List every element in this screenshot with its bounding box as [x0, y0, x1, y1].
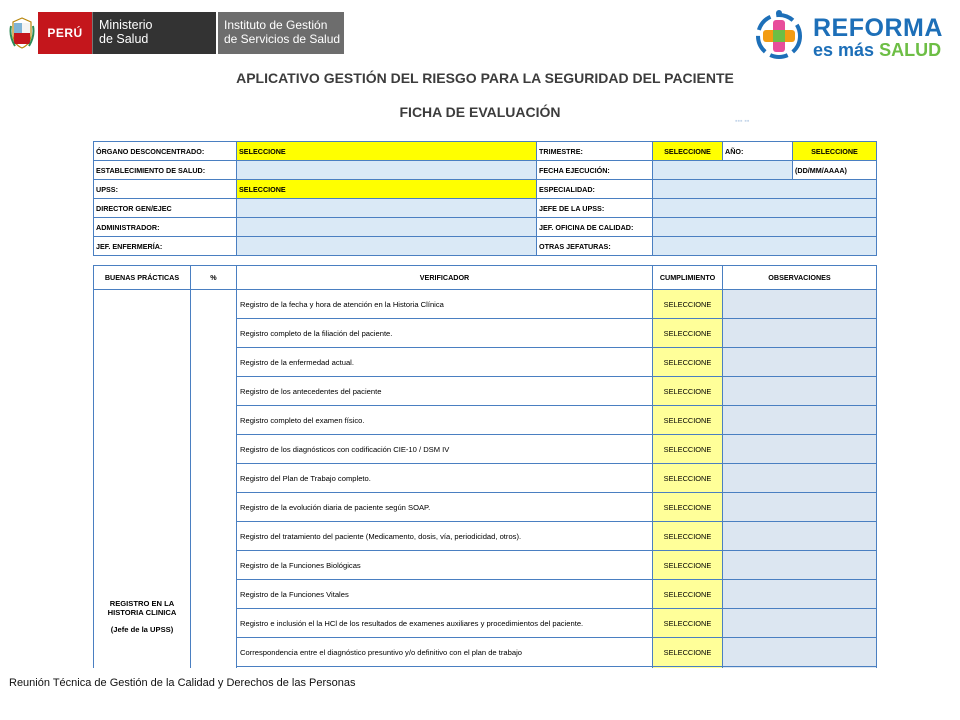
observaciones-field[interactable] [723, 435, 877, 464]
verificador-cell: Registro del tratamiento del paciente (Medicamento, dosis, vía, periodicidad, otros). [237, 522, 653, 551]
ministry-line2: de Salud [99, 32, 149, 46]
verificador-cell: Registro de los diagnósticos con codificación CIE-10 / DSM IV [237, 435, 653, 464]
evaluation-rows [94, 290, 877, 669]
institute-line2: de Servicios de Salud [224, 32, 341, 46]
observaciones-field[interactable] [723, 290, 877, 319]
fecha-format: (DD/MM/AAAA) [793, 161, 877, 180]
observaciones-field[interactable] [723, 406, 877, 435]
fecha-label: FECHA EJECUCIÓN: [537, 161, 653, 180]
ministry-line1: Ministerio [99, 18, 153, 32]
empty-cell [237, 667, 653, 669]
group-label: REGISTRO EN LA HISTORIA CLINICA [107, 599, 177, 617]
observaciones-field[interactable] [723, 580, 877, 609]
cumplimiento-select[interactable]: SELECCIONE [653, 406, 723, 435]
jefe-upss-field[interactable] [653, 199, 877, 218]
verificador-cell: Registro de los antecedentes del paciente [237, 377, 653, 406]
col-practicas: BUENAS PRÁCTICAS [94, 266, 191, 290]
group-cell [94, 290, 191, 669]
observaciones-field[interactable] [723, 319, 877, 348]
page-subtitle: FICHA DE EVALUACIÓN [399, 104, 561, 120]
observaciones-field[interactable] [723, 377, 877, 406]
jefe-calidad-label: JEF. OFICINA DE CALIDAD: [537, 218, 653, 237]
pct-cell [191, 290, 237, 669]
verificador-cell: Correspondencia entre el diagnóstico presuntivo y/o definitivo con el plan de trabajo [237, 638, 653, 667]
institute-line1: Instituto de Gestión [224, 18, 328, 32]
verificador-cell: Registro de la fecha y hora de atención en la Historia Clínica [237, 290, 653, 319]
page-title: APLICATIVO GESTIÓN DEL RIESGO PARA LA SEGURIDAD DEL PACIENTE [236, 70, 734, 86]
administrador-label: ADMINISTRADOR: [94, 218, 237, 237]
enfermeria-field[interactable] [237, 237, 537, 256]
observaciones-field[interactable] [723, 609, 877, 638]
upss-label: UPSS: [94, 180, 237, 199]
verificador-cell: Registro completo de la filiación del paciente. [237, 319, 653, 348]
empty-cell[interactable] [653, 667, 723, 669]
cumplimiento-select[interactable]: SELECCIONE [653, 435, 723, 464]
footer-text: Reunión Técnica de Gestión de la Calidad y Derechos de las Personas [9, 677, 356, 689]
verificador-cell: Registro del Plan de Trabajo completo. [237, 464, 653, 493]
trimestre-select[interactable]: SELECCIONE [653, 142, 723, 161]
tagline-part1: es más [813, 40, 875, 60]
verificador-cell: Registro de la Funciones Vitales [237, 580, 653, 609]
cumplimiento-select[interactable]: SELECCIONE [653, 348, 723, 377]
verificador-cell: Registro e inclusión el la HCl de los resultados de examenes auxiliares y procedimientos del paciente. [237, 609, 653, 638]
especialidad-label: ESPECIALIDAD: [537, 180, 653, 199]
col-cumplimiento: CUMPLIMIENTO [653, 266, 723, 290]
cumplimiento-select[interactable]: SELECCIONE [653, 464, 723, 493]
organo-select[interactable]: SELECCIONE [237, 142, 537, 161]
jefe-upss-label: JEFE DE LA UPSS: [537, 199, 653, 218]
col-pct: % [191, 266, 237, 290]
observaciones-field[interactable] [723, 348, 877, 377]
reforma-word: REFORMA [813, 14, 943, 42]
empty-cell[interactable] [723, 667, 877, 669]
observaciones-field[interactable] [723, 493, 877, 522]
observaciones-field[interactable] [723, 464, 877, 493]
cumplimiento-select[interactable]: SELECCIONE [653, 377, 723, 406]
establecimiento-label: ESTABLECIMIENTO DE SALUD: [94, 161, 237, 180]
cumplimiento-select[interactable]: SELECCIONE [653, 290, 723, 319]
otras-field[interactable] [653, 237, 877, 256]
verificador-cell: Registro de la enfermedad actual. [237, 348, 653, 377]
upss-select[interactable]: SELECCIONE [237, 180, 537, 199]
cumplimiento-select[interactable]: SELECCIONE [653, 638, 723, 667]
group-sub: (Jefe de la UPSS) [110, 625, 174, 634]
peru-label: PERÚ [38, 12, 92, 54]
verificador-cell: Registro de la evolución diaria de paciente según SOAP. [237, 493, 653, 522]
verificador-cell: Registro de la Funciones Biológicas [237, 551, 653, 580]
jefe-calidad-field[interactable] [653, 218, 877, 237]
cumplimiento-select[interactable]: SELECCIONE [653, 493, 723, 522]
fecha-field[interactable] [653, 161, 793, 180]
organo-label: ÓRGANO DESCONCENTRADO: [94, 142, 237, 161]
verificador-cell: Registro completo del examen físico. [237, 406, 653, 435]
director-field[interactable] [237, 199, 537, 218]
anio-select[interactable]: SELECCIONE [793, 142, 877, 161]
table-row [94, 290, 877, 319]
establecimiento-field[interactable] [237, 161, 537, 180]
cumplimiento-select[interactable]: SELECCIONE [653, 522, 723, 551]
col-observaciones: OBSERVACIONES [723, 266, 877, 290]
administrador-field[interactable] [237, 218, 537, 237]
observaciones-field[interactable] [723, 551, 877, 580]
tagline-part2: SALUD [879, 40, 942, 60]
cumplimiento-select[interactable]: SELECCIONE [653, 551, 723, 580]
especialidad-field[interactable] [653, 180, 877, 199]
col-verificador: VERIFICADOR [237, 266, 653, 290]
enfermeria-label: JEF. ENFERMERÍA: [94, 237, 237, 256]
observaciones-field[interactable] [723, 522, 877, 551]
info-table [93, 141, 877, 256]
anio-label: AÑO: [723, 142, 793, 161]
cumplimiento-select[interactable]: SELECCIONE [653, 609, 723, 638]
otras-label: OTRAS JEFATURAS: [537, 237, 653, 256]
evaluation-table [93, 265, 877, 668]
director-label: DIRECTOR GEN/EJEC [94, 199, 237, 218]
cumplimiento-select[interactable]: SELECCIONE [653, 580, 723, 609]
cumplimiento-select[interactable]: SELECCIONE [653, 319, 723, 348]
observaciones-field[interactable] [723, 638, 877, 667]
faint-mark: ▪▪▪ ▪▪ [735, 118, 750, 125]
trimestre-label: TRIMESTRE: [537, 142, 653, 161]
